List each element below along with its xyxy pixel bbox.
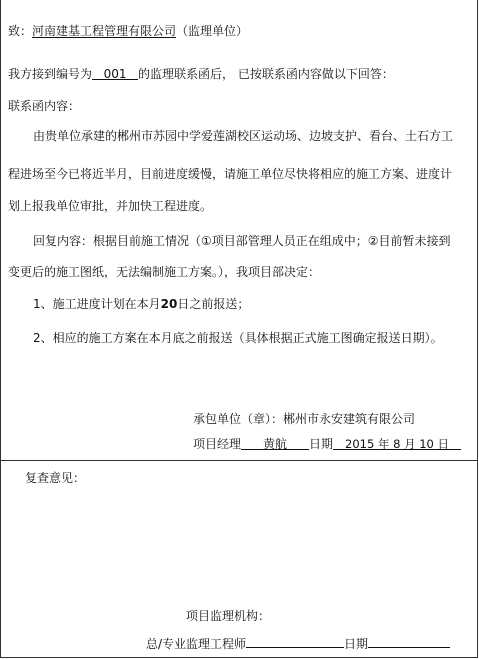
decision-1-suffix: 日之前报送；	[177, 297, 250, 311]
engineer-label: 总/专业监理工程师	[146, 637, 247, 651]
reply-line-2: 变更后的施工图纸，无法编制施工方案。），我项目部决定：	[8, 265, 321, 279]
review-org-label: 项目监理机构：	[186, 609, 271, 623]
contact-line-1: 由贵单位承建的郴州市苏园中学爱莲湖校区运动场、边坡支护、看台、土石方工	[33, 129, 454, 143]
decision-1-day: 20	[160, 297, 178, 311]
intro-line	[8, 66, 394, 82]
addressee-prefix: 致：	[8, 24, 33, 38]
addressee-line	[8, 23, 248, 39]
manager-line	[193, 436, 461, 452]
section-divider	[0, 460, 478, 461]
decision-1	[33, 296, 249, 312]
review-label: 复查意见：	[25, 471, 86, 485]
contact-line-3: 划上报我单位审批，并加快工程进度。	[8, 199, 213, 213]
engineer-signature-field[interactable]	[246, 634, 344, 648]
contractor-name: 郴州市永安建筑有限公司	[283, 412, 416, 426]
manager-name: 黄航	[241, 436, 309, 450]
contractor-label: 承包单位（章）：	[193, 412, 284, 426]
decision-2: 2、相应的施工方案在本月底之前报送（具体根据正式施工图确定报送日期）。	[33, 331, 443, 345]
addressee-suffix: （监理单位）	[176, 24, 249, 38]
engineer-line	[146, 634, 450, 652]
date-value: 2015 年 8 月 10 日	[333, 436, 461, 450]
contractor-line	[193, 411, 415, 427]
contact-label: 联系函内容：	[8, 99, 81, 113]
addressee-org: 河南建基工程管理有限公司	[32, 24, 177, 38]
letter-number: 001	[92, 66, 138, 80]
review-date-label: 日期	[344, 637, 369, 651]
manager-label: 项目经理	[193, 437, 242, 451]
contact-line-2: 程进场至今已将近半月，目前进度缓慢，请施工单位尽快将相应的施工方案、进度计	[8, 167, 453, 181]
review-date-field[interactable]	[368, 634, 450, 648]
intro-before-number: 我方接到编号为	[8, 67, 93, 81]
date-label: 日期	[309, 437, 334, 451]
intro-after-number: 的监理联系函后， 已按联系函内容做以下回答：	[138, 67, 394, 81]
decision-1-prefix: 1、施工进度计划在本月	[33, 297, 161, 311]
reply-line-1: 回复内容：根据目前施工情况（①项目部管理人员正在组成中；②目前暂未接到	[33, 234, 451, 248]
